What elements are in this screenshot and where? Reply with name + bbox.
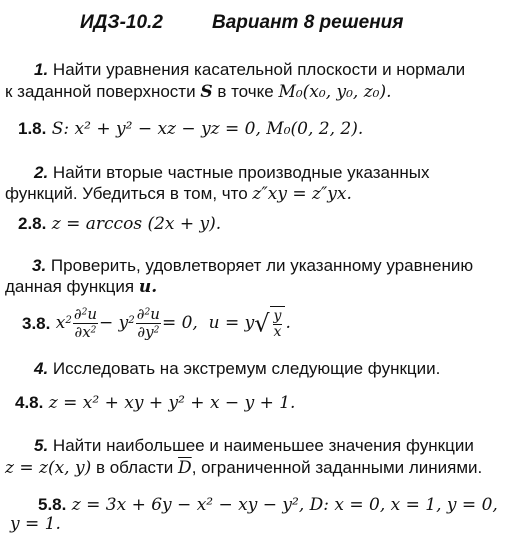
item3-sqrt: √ $\frac{y}{x}$: [254, 306, 285, 341]
task1-at-point: в точке: [217, 82, 274, 101]
task1-text-line1: Найти уравнения касательной плоскости и нормали: [52, 60, 466, 79]
task1-surface: S: [200, 82, 213, 102]
item3-fraction-yy: $\frac{\partial^2u}{\partial y^2}$: [136, 305, 160, 341]
task1-text-line2: к заданной поверхности: [5, 82, 196, 101]
task3-line2: [5, 278, 157, 296]
task5-number: 5.: [34, 436, 49, 455]
item5-row1: [38, 496, 498, 514]
task2-line2: [5, 185, 352, 203]
variant-title: Вариант 8 решения: [212, 12, 404, 33]
task4-text: Исследовать на экстремум следующие функции.: [52, 359, 441, 378]
item3-fraction-xx: $\frac{\partial^2u}{\partial x^2}$: [73, 305, 98, 341]
item4-row: [15, 394, 295, 412]
item3-formula-visual: $x^2$: [55, 312, 72, 333]
task1-line1: [34, 61, 465, 78]
task3-text-line1: Проверить, удовлетворяет ли указанному уравнению: [50, 256, 474, 275]
task2-condition: z″xy = z″yx.: [252, 184, 352, 204]
item1-formula: S: x² + y² − xz − yz = 0, M₀(0, 2, 2).: [51, 119, 364, 139]
item1-row: [18, 120, 363, 138]
item4-formula: z = x² + xy + y² + x − y + 1.: [48, 393, 296, 413]
task5-end: , ограниченной заданными линиями.: [191, 458, 483, 477]
task1-line2: [5, 83, 392, 101]
task5-mid: в области: [95, 458, 174, 477]
task5-line1: [34, 437, 474, 454]
item4-label: 4.8.: [15, 393, 44, 412]
task3-number: 3.: [32, 256, 47, 275]
task1-point: M₀(x₀, y₀, z₀).: [278, 82, 392, 102]
item3-row: 3.8. $x^2$ $\frac{\partial^2u}{\partial x^2}$ − $y^2$ $\frac{\partial^2u}{\partial y^2}$ = 0, u = y√ $\frac{y}{x}$ .: [22, 305, 291, 341]
task2-text-line1: Найти вторые частные производные указанных: [52, 163, 430, 182]
item2-label: 2.8.: [18, 214, 47, 233]
task2-line1: [34, 164, 429, 181]
task2-text-line2: функций. Убедиться в том, что: [5, 184, 248, 203]
task5-line2: [5, 459, 482, 477]
task5-func: z = z(x, y): [5, 458, 92, 478]
task4-line: [34, 360, 440, 377]
item5-label: 5.8.: [38, 495, 67, 514]
item2-formula: z = arccos (2x + y).: [51, 214, 222, 234]
task2-number: 2.: [34, 163, 49, 182]
task5-domain: $\overline{D}$: [178, 458, 192, 478]
document-title: ИДЗ-10.2: [80, 12, 163, 33]
task3-func: u.: [138, 277, 158, 297]
task3-line1: [32, 257, 473, 274]
task1-number: 1.: [34, 60, 49, 79]
task3-text-line2: данная функция: [5, 277, 135, 296]
item2-row: [18, 215, 221, 233]
item5-formula-line1: z = 3x + 6y − x² − xy − y², D: x = 0, x = 1, y = 0,: [71, 495, 498, 515]
task5-text-line1: Найти наибольшее и наименьшее значения функции: [52, 436, 474, 455]
item5-formula-line2: y = 1.: [10, 514, 61, 534]
task4-number: 4.: [34, 359, 49, 378]
item3-label: 3.8.: [22, 313, 51, 333]
item1-label: 1.8.: [18, 119, 47, 138]
